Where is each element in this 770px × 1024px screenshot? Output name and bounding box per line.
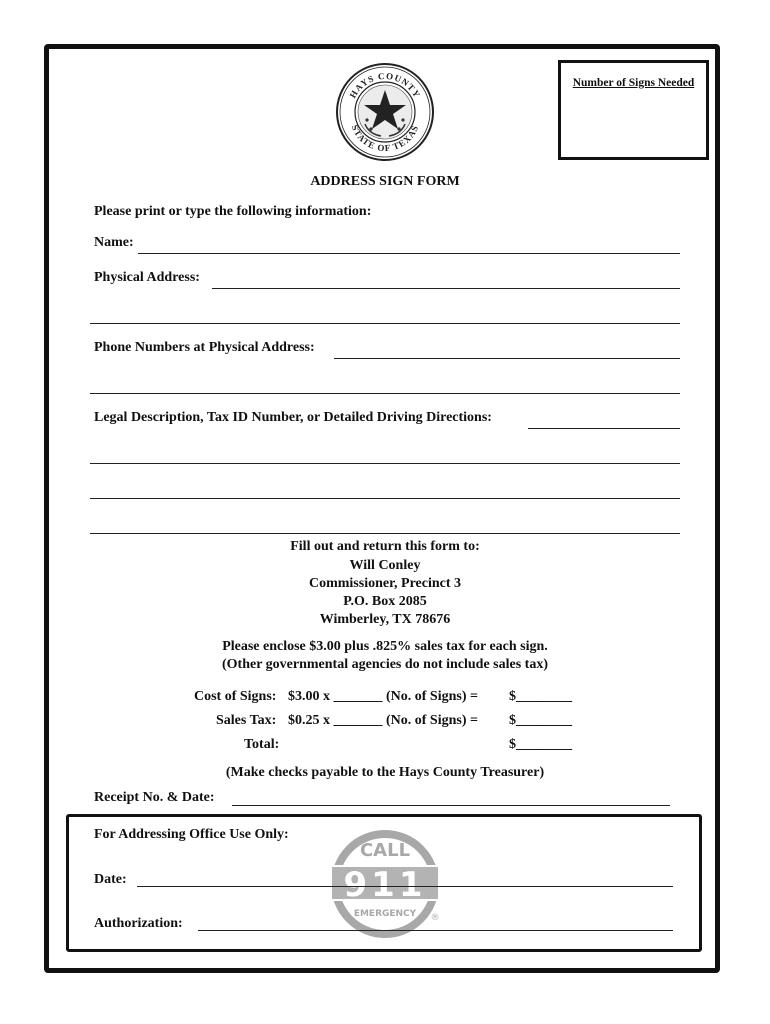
address-field-line-2[interactable]: [90, 323, 680, 324]
phone-label: Phone Numbers at Physical Address:: [94, 340, 315, 355]
fee-note-line-2: (Other governmental agencies do not include sales tax): [222, 657, 548, 672]
logo-emergency-text: EMERGENCY: [353, 909, 417, 919]
signs-needed-label: Number of Signs Needed: [572, 77, 695, 89]
seal-top-text: HAYS COUNTY: [347, 70, 423, 100]
name-label: Name:: [94, 235, 134, 250]
phone-field[interactable]: [334, 358, 680, 359]
legal-description-label: Legal Description, Tax ID Number, or Detailed Driving Directions:: [94, 410, 492, 425]
receipt-field[interactable]: [232, 805, 670, 806]
phone-field-line-2[interactable]: [90, 393, 680, 394]
return-name: Will Conley: [349, 558, 421, 573]
legal-description-line-3[interactable]: [90, 498, 680, 499]
form-title: ADDRESS SIGN FORM: [310, 174, 460, 189]
seal-bottom-text: STATE OF TEXAS: [349, 123, 421, 154]
sales-tax-amount[interactable]: $________: [509, 713, 572, 728]
cost-of-signs-amount[interactable]: $________: [509, 689, 572, 704]
return-po-box: P.O. Box 2085: [343, 594, 427, 609]
address-field[interactable]: [212, 288, 680, 289]
office-use-heading: For Addressing Office Use Only:: [94, 827, 289, 842]
logo-registered-mark: ®: [430, 913, 440, 923]
call-911-logo: [325, 828, 445, 940]
fee-note-line-1: Please enclose $3.00 plus .825% sales tax for each sign.: [222, 639, 548, 654]
total-label: Total:: [244, 737, 280, 752]
logo-911-text: 911: [343, 865, 427, 905]
cost-of-signs-formula[interactable]: $3.00 x _______ (No. of Signs) =: [288, 689, 478, 704]
office-date-label: Date:: [94, 872, 127, 887]
sales-tax-label: Sales Tax:: [216, 713, 277, 728]
county-seal: [335, 62, 435, 162]
return-heading: Fill out and return this form to:: [290, 539, 480, 554]
legal-description-field[interactable]: [528, 428, 680, 429]
instruction-text: Please print or type the following information:: [94, 204, 372, 219]
signs-needed-box[interactable]: [558, 60, 709, 160]
receipt-label: Receipt No. & Date:: [94, 790, 215, 805]
legal-description-line-2[interactable]: [90, 463, 680, 464]
return-city: Wimberley, TX 78676: [319, 612, 451, 627]
sales-tax-formula[interactable]: $0.25 x _______ (No. of Signs) =: [288, 713, 478, 728]
return-title: Commissioner, Precinct 3: [308, 576, 462, 591]
address-label: Physical Address:: [94, 270, 200, 285]
payable-note: (Make checks payable to the Hays County Treasurer): [225, 765, 545, 780]
logo-call-text: CALL: [359, 840, 411, 861]
legal-description-line-4[interactable]: [90, 533, 680, 534]
total-amount[interactable]: $________: [509, 737, 572, 752]
cost-of-signs-label: Cost of Signs:: [194, 689, 277, 704]
authorization-field[interactable]: [198, 930, 673, 931]
authorization-label: Authorization:: [94, 916, 183, 931]
name-field[interactable]: [138, 253, 680, 254]
office-date-field[interactable]: [137, 886, 673, 887]
